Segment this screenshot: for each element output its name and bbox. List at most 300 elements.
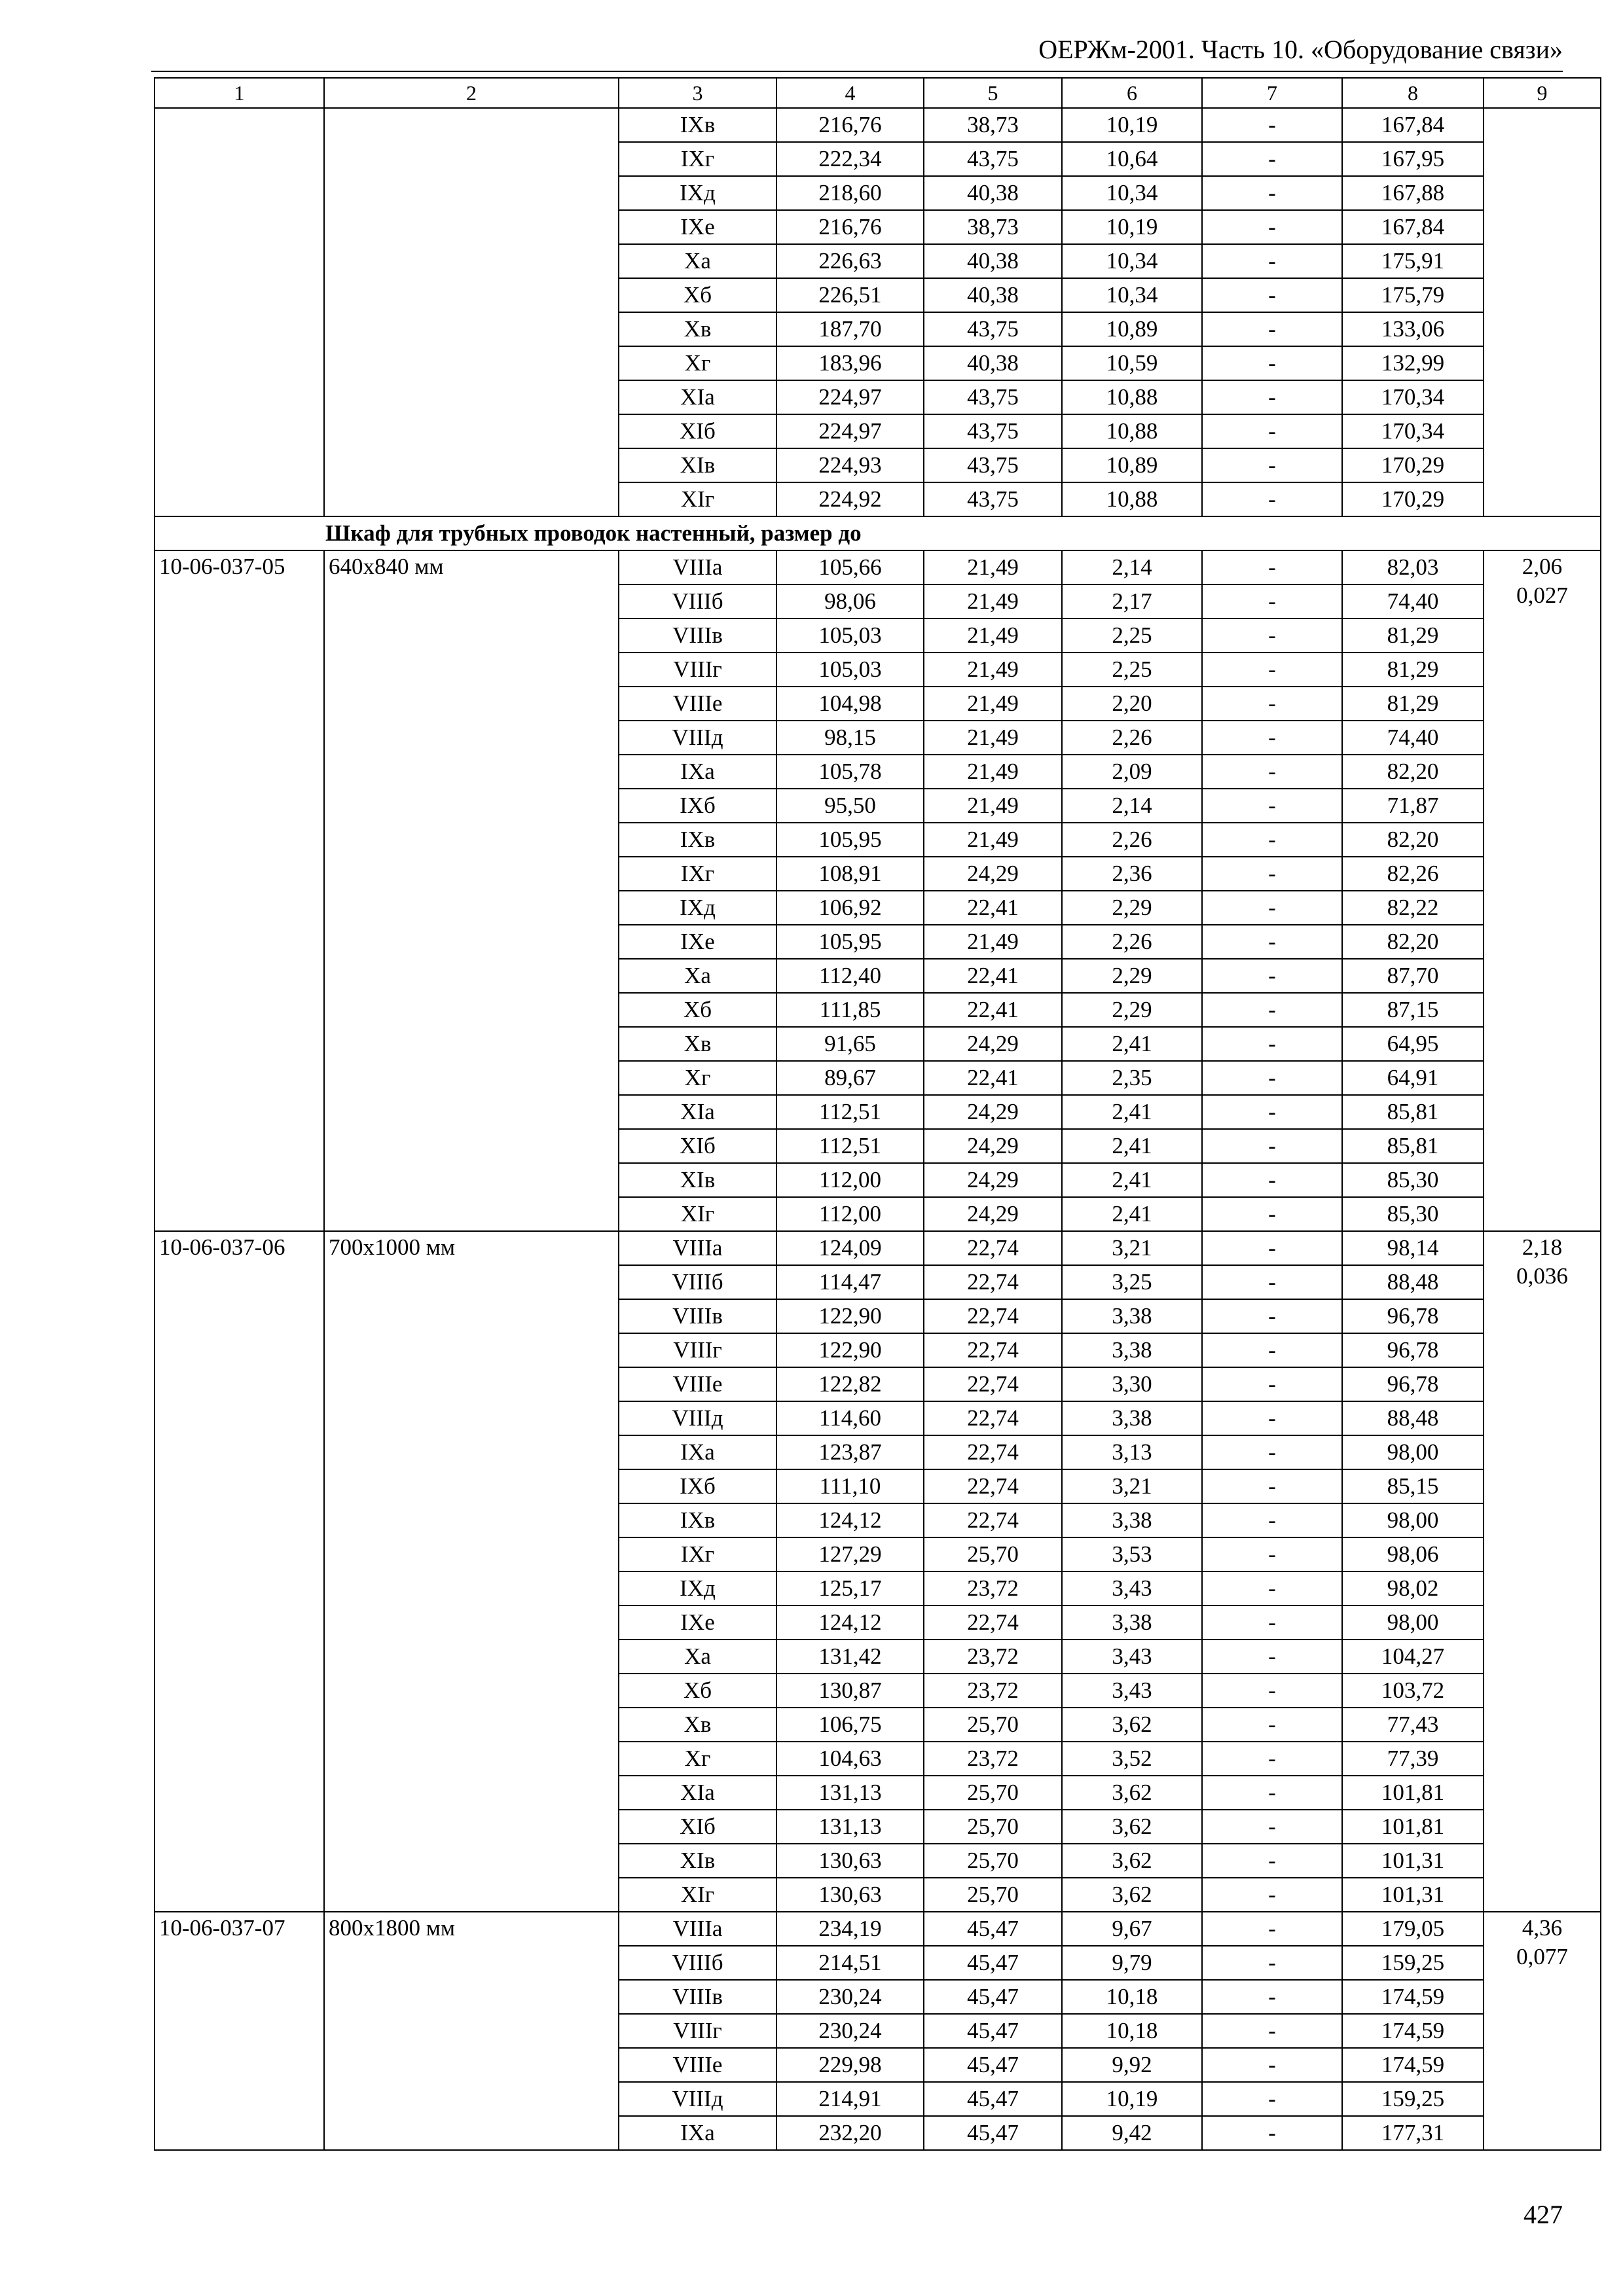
machine-cost-cell: 2,35 <box>1062 1061 1202 1095</box>
zone-cell: Xв <box>619 1708 776 1742</box>
machine-cost-cell: 3,62 <box>1062 1810 1202 1844</box>
machine-cost-cell: 3,13 <box>1062 1435 1202 1469</box>
driver-wage-cell: - <box>1202 346 1342 380</box>
machine-cost-cell: 10,88 <box>1062 482 1202 516</box>
material-cost-cell: 87,15 <box>1342 993 1484 1027</box>
machine-cost-cell: 3,21 <box>1062 1231 1202 1265</box>
cost-cell: 112,51 <box>776 1095 924 1129</box>
material-cost-cell: 159,25 <box>1342 1946 1484 1980</box>
machine-cost-cell: 10,88 <box>1062 414 1202 448</box>
labor-cost-cell: 45,47 <box>924 2116 1062 2150</box>
machine-cost-cell: 10,89 <box>1062 312 1202 346</box>
zone-cell: XIа <box>619 380 776 414</box>
driver-wage-cell: - <box>1202 2048 1342 2082</box>
labor-machinists-value: 0,077 <box>1516 1944 1568 1969</box>
zone-cell: IXа <box>619 1435 776 1469</box>
material-cost-cell: 96,78 <box>1342 1367 1484 1401</box>
item-code <box>155 108 324 516</box>
machine-cost-cell: 2,14 <box>1062 550 1202 584</box>
driver-wage-cell: - <box>1202 1367 1342 1401</box>
cost-cell: 105,95 <box>776 925 924 959</box>
machine-cost-cell: 2,41 <box>1062 1129 1202 1163</box>
cost-cell: 104,63 <box>776 1742 924 1776</box>
labor-cost-cell: 22,74 <box>924 1333 1062 1367</box>
labor-norm-cell <box>1484 108 1601 516</box>
zone-cell: XIб <box>619 414 776 448</box>
cost-cell: 98,15 <box>776 721 924 755</box>
driver-wage-cell: - <box>1202 414 1342 448</box>
machine-cost-cell: 3,52 <box>1062 1742 1202 1776</box>
driver-wage-cell: - <box>1202 584 1342 619</box>
item-name: 800х1800 мм <box>324 1912 619 2150</box>
zone-cell: IXг <box>619 857 776 891</box>
zone-cell: IXд <box>619 176 776 210</box>
driver-wage-cell: - <box>1202 142 1342 176</box>
cost-cell: 124,09 <box>776 1231 924 1265</box>
price-table-container <box>154 77 1568 2151</box>
labor-cost-cell: 21,49 <box>924 925 1062 959</box>
material-cost-cell: 132,99 <box>1342 346 1484 380</box>
cost-cell: 218,60 <box>776 176 924 210</box>
material-cost-cell: 101,31 <box>1342 1878 1484 1912</box>
driver-wage-cell: - <box>1202 993 1342 1027</box>
machine-cost-cell: 2,41 <box>1062 1163 1202 1197</box>
driver-wage-cell: - <box>1202 1027 1342 1061</box>
material-cost-cell: 82,26 <box>1342 857 1484 891</box>
material-cost-cell: 85,15 <box>1342 1469 1484 1503</box>
zone-cell: IXа <box>619 2116 776 2150</box>
material-cost-cell: 87,70 <box>1342 959 1484 993</box>
material-cost-cell: 98,02 <box>1342 1571 1484 1605</box>
zone-cell: VIIIд <box>619 1401 776 1435</box>
labor-cost-cell: 40,38 <box>924 278 1062 312</box>
driver-wage-cell: - <box>1202 1061 1342 1095</box>
labor-workers-value: 2,06 <box>1522 554 1563 579</box>
column-number: 6 <box>1062 78 1202 108</box>
machine-cost-cell: 2,41 <box>1062 1027 1202 1061</box>
driver-wage-cell: - <box>1202 1401 1342 1435</box>
zone-cell: VIIIб <box>619 1265 776 1299</box>
labor-cost-cell: 22,74 <box>924 1469 1062 1503</box>
driver-wage-cell: - <box>1202 278 1342 312</box>
material-cost-cell: 167,95 <box>1342 142 1484 176</box>
machine-cost-cell: 2,41 <box>1062 1095 1202 1129</box>
material-cost-cell: 133,06 <box>1342 312 1484 346</box>
zone-cell: VIIIв <box>619 1980 776 2014</box>
cost-cell: 122,90 <box>776 1333 924 1367</box>
labor-cost-cell: 21,49 <box>924 584 1062 619</box>
driver-wage-cell: - <box>1202 1640 1342 1674</box>
column-number-row <box>155 78 1601 108</box>
material-cost-cell: 82,20 <box>1342 823 1484 857</box>
machine-cost-cell: 2,29 <box>1062 959 1202 993</box>
driver-wage-cell: - <box>1202 244 1342 278</box>
labor-cost-cell: 21,49 <box>924 687 1062 721</box>
material-cost-cell: 77,39 <box>1342 1742 1484 1776</box>
cost-cell: 131,13 <box>776 1776 924 1810</box>
labor-cost-cell: 45,47 <box>924 1946 1062 1980</box>
driver-wage-cell: - <box>1202 891 1342 925</box>
zone-cell: IXд <box>619 1571 776 1605</box>
labor-cost-cell: 24,29 <box>924 1027 1062 1061</box>
cost-cell: 127,29 <box>776 1537 924 1571</box>
machine-cost-cell: 2,25 <box>1062 653 1202 687</box>
material-cost-cell: 174,59 <box>1342 1980 1484 2014</box>
cost-cell: 214,51 <box>776 1946 924 1980</box>
labor-cost-cell: 21,49 <box>924 823 1062 857</box>
labor-cost-cell: 45,47 <box>924 2014 1062 2048</box>
machine-cost-cell: 3,38 <box>1062 1333 1202 1367</box>
labor-cost-cell: 38,73 <box>924 210 1062 244</box>
cost-cell: 230,24 <box>776 2014 924 2048</box>
zone-cell: XIб <box>619 1129 776 1163</box>
zone-cell: VIIIе <box>619 2048 776 2082</box>
material-cost-cell: 170,29 <box>1342 448 1484 482</box>
labor-workers-value: 4,36 <box>1522 1915 1563 1941</box>
zone-cell: XIв <box>619 1163 776 1197</box>
cost-cell: 234,19 <box>776 1912 924 1946</box>
machine-cost-cell: 3,38 <box>1062 1503 1202 1537</box>
driver-wage-cell: - <box>1202 210 1342 244</box>
driver-wage-cell: - <box>1202 1571 1342 1605</box>
cost-cell: 183,96 <box>776 346 924 380</box>
material-cost-cell: 85,81 <box>1342 1095 1484 1129</box>
cost-cell: 112,40 <box>776 959 924 993</box>
zone-cell: VIIIе <box>619 1367 776 1401</box>
machine-cost-cell: 10,34 <box>1062 176 1202 210</box>
driver-wage-cell: - <box>1202 448 1342 482</box>
material-cost-cell: 81,29 <box>1342 653 1484 687</box>
material-cost-cell: 104,27 <box>1342 1640 1484 1674</box>
cost-cell: 124,12 <box>776 1605 924 1640</box>
labor-cost-cell: 40,38 <box>924 244 1062 278</box>
page-header: ОЕРЖм-2001. Часть 10. «Оборудование связи» <box>1038 35 1563 64</box>
price-table-body <box>155 78 1601 2150</box>
labor-cost-cell: 25,70 <box>924 1844 1062 1878</box>
driver-wage-cell: - <box>1202 959 1342 993</box>
material-cost-cell: 101,81 <box>1342 1810 1484 1844</box>
table-row <box>155 1912 1601 1946</box>
zone-cell: IXв <box>619 1503 776 1537</box>
cost-cell: 230,24 <box>776 1980 924 2014</box>
material-cost-cell: 85,30 <box>1342 1197 1484 1231</box>
zone-cell: VIIIа <box>619 550 776 584</box>
machine-cost-cell: 2,09 <box>1062 755 1202 789</box>
item-code: 10-06-037-06 <box>155 1231 324 1912</box>
zone-cell: VIIIа <box>619 1912 776 1946</box>
cost-cell: 105,78 <box>776 755 924 789</box>
driver-wage-cell: - <box>1202 1912 1342 1946</box>
machine-cost-cell: 9,79 <box>1062 1946 1202 1980</box>
cost-cell: 122,82 <box>776 1367 924 1401</box>
driver-wage-cell: - <box>1202 2116 1342 2150</box>
machine-cost-cell: 2,41 <box>1062 1197 1202 1231</box>
material-cost-cell: 98,14 <box>1342 1231 1484 1265</box>
cost-cell: 111,85 <box>776 993 924 1027</box>
header-rule <box>151 71 1563 72</box>
machine-cost-cell: 10,19 <box>1062 108 1202 142</box>
zone-cell: XIа <box>619 1776 776 1810</box>
material-cost-cell: 88,48 <box>1342 1401 1484 1435</box>
material-cost-cell: 82,22 <box>1342 891 1484 925</box>
driver-wage-cell: - <box>1202 108 1342 142</box>
driver-wage-cell: - <box>1202 1197 1342 1231</box>
material-cost-cell: 170,34 <box>1342 380 1484 414</box>
cost-cell: 130,63 <box>776 1844 924 1878</box>
machine-cost-cell: 2,26 <box>1062 721 1202 755</box>
zone-cell: XIв <box>619 1844 776 1878</box>
cost-cell: 108,91 <box>776 857 924 891</box>
zone-cell: Xг <box>619 1061 776 1095</box>
cost-cell: 125,17 <box>776 1571 924 1605</box>
material-cost-cell: 167,84 <box>1342 210 1484 244</box>
driver-wage-cell: - <box>1202 1129 1342 1163</box>
material-cost-cell: 159,25 <box>1342 2082 1484 2116</box>
cost-cell: 187,70 <box>776 312 924 346</box>
zone-cell: IXв <box>619 823 776 857</box>
cost-cell: 232,20 <box>776 2116 924 2150</box>
machine-cost-cell: 10,19 <box>1062 2082 1202 2116</box>
cost-cell: 105,66 <box>776 550 924 584</box>
section-title: Шкаф для трубных проводок настенный, размер до <box>155 516 1601 550</box>
machine-cost-cell: 2,17 <box>1062 584 1202 619</box>
labor-cost-cell: 25,70 <box>924 1776 1062 1810</box>
labor-cost-cell: 43,75 <box>924 380 1062 414</box>
driver-wage-cell: - <box>1202 1844 1342 1878</box>
zone-cell: Xб <box>619 1674 776 1708</box>
driver-wage-cell: - <box>1202 1810 1342 1844</box>
cost-cell: 214,91 <box>776 2082 924 2116</box>
zone-cell: IXв <box>619 108 776 142</box>
labor-cost-cell: 23,72 <box>924 1674 1062 1708</box>
item-name: 700х1000 мм <box>324 1231 619 1912</box>
machine-cost-cell: 2,26 <box>1062 823 1202 857</box>
labor-cost-cell: 25,70 <box>924 1708 1062 1742</box>
section-title-row <box>155 516 1601 550</box>
price-table <box>154 77 1601 2151</box>
item-code: 10-06-037-05 <box>155 550 324 1231</box>
machine-cost-cell: 3,38 <box>1062 1299 1202 1333</box>
labor-norm-cell <box>1484 550 1601 1231</box>
zone-cell: Xа <box>619 1640 776 1674</box>
driver-wage-cell: - <box>1202 1333 1342 1367</box>
machine-cost-cell: 3,38 <box>1062 1401 1202 1435</box>
column-number: 4 <box>776 78 924 108</box>
labor-workers-value: 2,18 <box>1522 1234 1563 1260</box>
machine-cost-cell: 10,18 <box>1062 2014 1202 2048</box>
driver-wage-cell: - <box>1202 1776 1342 1810</box>
zone-cell: Xг <box>619 346 776 380</box>
cost-cell: 226,51 <box>776 278 924 312</box>
labor-cost-cell: 22,74 <box>924 1367 1062 1401</box>
material-cost-cell: 82,03 <box>1342 550 1484 584</box>
zone-cell: XIг <box>619 1878 776 1912</box>
cost-cell: 131,13 <box>776 1810 924 1844</box>
machine-cost-cell: 3,43 <box>1062 1674 1202 1708</box>
labor-cost-cell: 45,47 <box>924 2082 1062 2116</box>
labor-cost-cell: 21,49 <box>924 755 1062 789</box>
material-cost-cell: 77,43 <box>1342 1708 1484 1742</box>
machine-cost-cell: 9,67 <box>1062 1912 1202 1946</box>
driver-wage-cell: - <box>1202 1231 1342 1265</box>
machine-cost-cell: 9,92 <box>1062 2048 1202 2082</box>
item-name: 640х840 мм <box>324 550 619 1231</box>
zone-cell: Xг <box>619 1742 776 1776</box>
material-cost-cell: 85,30 <box>1342 1163 1484 1197</box>
labor-machinists-value: 0,027 <box>1516 583 1568 608</box>
cost-cell: 216,76 <box>776 108 924 142</box>
machine-cost-cell: 10,88 <box>1062 380 1202 414</box>
driver-wage-cell: - <box>1202 2082 1342 2116</box>
machine-cost-cell: 2,26 <box>1062 925 1202 959</box>
driver-wage-cell: - <box>1202 1605 1342 1640</box>
driver-wage-cell: - <box>1202 1946 1342 1980</box>
labor-cost-cell: 22,74 <box>924 1435 1062 1469</box>
labor-cost-cell: 38,73 <box>924 108 1062 142</box>
zone-cell: XIа <box>619 1095 776 1129</box>
cost-cell: 224,93 <box>776 448 924 482</box>
material-cost-cell: 64,91 <box>1342 1061 1484 1095</box>
labor-cost-cell: 43,75 <box>924 448 1062 482</box>
labor-cost-cell: 24,29 <box>924 1163 1062 1197</box>
material-cost-cell: 170,29 <box>1342 482 1484 516</box>
zone-cell: IXд <box>619 891 776 925</box>
material-cost-cell: 85,81 <box>1342 1129 1484 1163</box>
machine-cost-cell: 10,64 <box>1062 142 1202 176</box>
labor-cost-cell: 22,41 <box>924 959 1062 993</box>
zone-cell: Xв <box>619 312 776 346</box>
cost-cell: 95,50 <box>776 789 924 823</box>
labor-cost-cell: 21,49 <box>924 653 1062 687</box>
machine-cost-cell: 9,42 <box>1062 2116 1202 2150</box>
zone-cell: VIIIд <box>619 2082 776 2116</box>
cost-cell: 106,75 <box>776 1708 924 1742</box>
material-cost-cell: 71,87 <box>1342 789 1484 823</box>
labor-cost-cell: 21,49 <box>924 619 1062 653</box>
zone-cell: VIIIа <box>619 1231 776 1265</box>
machine-cost-cell: 3,43 <box>1062 1571 1202 1605</box>
machine-cost-cell: 3,38 <box>1062 1605 1202 1640</box>
item-name <box>324 108 619 516</box>
column-number: 7 <box>1202 78 1342 108</box>
zone-cell: Xб <box>619 278 776 312</box>
labor-cost-cell: 23,72 <box>924 1742 1062 1776</box>
cost-cell: 105,95 <box>776 823 924 857</box>
driver-wage-cell: - <box>1202 550 1342 584</box>
labor-cost-cell: 21,49 <box>924 550 1062 584</box>
zone-cell: IXе <box>619 210 776 244</box>
driver-wage-cell: - <box>1202 755 1342 789</box>
material-cost-cell: 64,95 <box>1342 1027 1484 1061</box>
cost-cell: 114,60 <box>776 1401 924 1435</box>
page-number: 427 <box>1523 2200 1563 2229</box>
material-cost-cell: 167,88 <box>1342 176 1484 210</box>
material-cost-cell: 174,59 <box>1342 2048 1484 2082</box>
cost-cell: 98,06 <box>776 584 924 619</box>
labor-cost-cell: 25,70 <box>924 1878 1062 1912</box>
machine-cost-cell: 3,43 <box>1062 1640 1202 1674</box>
column-number: 2 <box>324 78 619 108</box>
zone-cell: IXа <box>619 755 776 789</box>
zone-cell: Xб <box>619 993 776 1027</box>
material-cost-cell: 81,29 <box>1342 687 1484 721</box>
driver-wage-cell: - <box>1202 1708 1342 1742</box>
cost-cell: 131,42 <box>776 1640 924 1674</box>
driver-wage-cell: - <box>1202 687 1342 721</box>
cost-cell: 111,10 <box>776 1469 924 1503</box>
cost-cell: 123,87 <box>776 1435 924 1469</box>
labor-cost-cell: 43,75 <box>924 312 1062 346</box>
zone-cell: VIIIб <box>619 1946 776 1980</box>
material-cost-cell: 96,78 <box>1342 1333 1484 1367</box>
material-cost-cell: 98,00 <box>1342 1503 1484 1537</box>
table-row <box>155 108 1601 142</box>
zone-cell: VIIIг <box>619 653 776 687</box>
zone-cell: XIг <box>619 1197 776 1231</box>
zone-cell: VIIIб <box>619 584 776 619</box>
driver-wage-cell: - <box>1202 1742 1342 1776</box>
driver-wage-cell: - <box>1202 1537 1342 1571</box>
cost-cell: 91,65 <box>776 1027 924 1061</box>
cost-cell: 105,03 <box>776 653 924 687</box>
material-cost-cell: 98,00 <box>1342 1435 1484 1469</box>
driver-wage-cell: - <box>1202 380 1342 414</box>
column-number: 3 <box>619 78 776 108</box>
labor-machinists-value: 0,036 <box>1516 1263 1568 1289</box>
labor-cost-cell: 24,29 <box>924 1129 1062 1163</box>
zone-cell: Xа <box>619 244 776 278</box>
zone-cell: VIIIг <box>619 2014 776 2048</box>
zone-cell: IXб <box>619 1469 776 1503</box>
labor-cost-cell: 22,74 <box>924 1503 1062 1537</box>
driver-wage-cell: - <box>1202 2014 1342 2048</box>
material-cost-cell: 74,40 <box>1342 584 1484 619</box>
labor-cost-cell: 23,72 <box>924 1640 1062 1674</box>
labor-cost-cell: 43,75 <box>924 414 1062 448</box>
labor-cost-cell: 22,74 <box>924 1265 1062 1299</box>
material-cost-cell: 177,31 <box>1342 2116 1484 2150</box>
labor-cost-cell: 22,74 <box>924 1605 1062 1640</box>
zone-cell: Xа <box>619 959 776 993</box>
cost-cell: 224,97 <box>776 414 924 448</box>
driver-wage-cell: - <box>1202 653 1342 687</box>
machine-cost-cell: 10,34 <box>1062 244 1202 278</box>
driver-wage-cell: - <box>1202 1469 1342 1503</box>
machine-cost-cell: 2,20 <box>1062 687 1202 721</box>
material-cost-cell: 101,81 <box>1342 1776 1484 1810</box>
cost-cell: 106,92 <box>776 891 924 925</box>
material-cost-cell: 175,79 <box>1342 278 1484 312</box>
zone-cell: IXг <box>619 1537 776 1571</box>
zone-cell: VIIIг <box>619 1333 776 1367</box>
material-cost-cell: 82,20 <box>1342 925 1484 959</box>
labor-cost-cell: 24,29 <box>924 1095 1062 1129</box>
material-cost-cell: 175,91 <box>1342 244 1484 278</box>
cost-cell: 124,12 <box>776 1503 924 1537</box>
zone-cell: IXе <box>619 925 776 959</box>
material-cost-cell: 96,78 <box>1342 1299 1484 1333</box>
labor-cost-cell: 22,41 <box>924 1061 1062 1095</box>
driver-wage-cell: - <box>1202 1163 1342 1197</box>
driver-wage-cell: - <box>1202 1095 1342 1129</box>
material-cost-cell: 170,34 <box>1342 414 1484 448</box>
driver-wage-cell: - <box>1202 1435 1342 1469</box>
labor-cost-cell: 45,47 <box>924 2048 1062 2082</box>
material-cost-cell: 167,84 <box>1342 108 1484 142</box>
machine-cost-cell: 10,19 <box>1062 210 1202 244</box>
zone-cell: VIIIв <box>619 619 776 653</box>
machine-cost-cell: 3,62 <box>1062 1844 1202 1878</box>
